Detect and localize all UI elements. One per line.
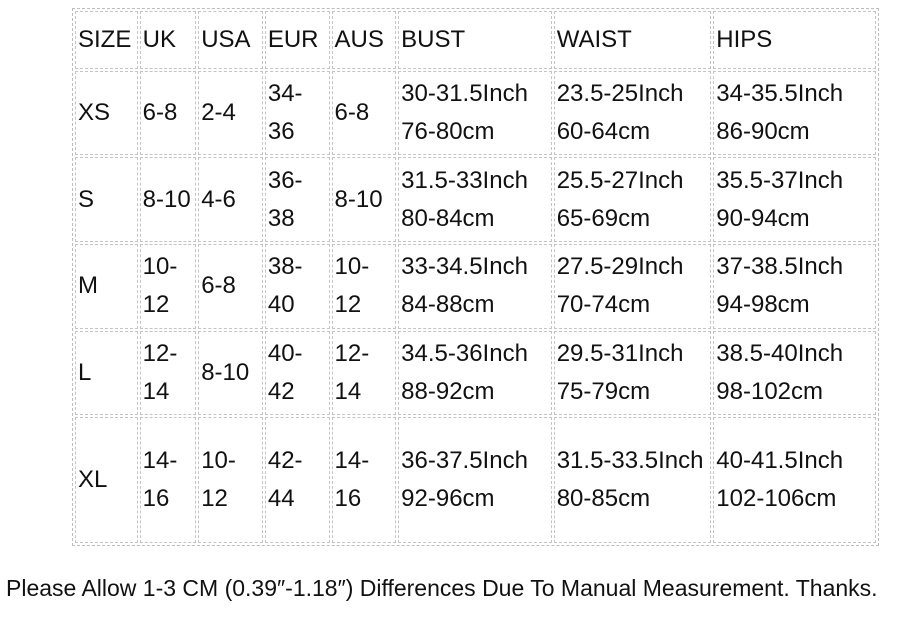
table-row	[75, 331, 876, 416]
cell-uk: 12-14	[140, 331, 197, 416]
header-eur: EUR	[265, 11, 330, 69]
bust-inch: 31.5-33Inch	[401, 166, 528, 194]
waist-inch: 25.5-27Inch	[556, 166, 684, 194]
cell-bust	[398, 157, 552, 242]
header-uk: UK	[140, 11, 197, 69]
cell-eur: 34-36	[265, 71, 330, 156]
bust-inch: 34.5-36Inch	[401, 339, 528, 367]
cell-aus: 12-14	[332, 331, 397, 416]
bust-cm: 76-80cm	[401, 118, 495, 146]
cell-usa: 2-4	[198, 71, 263, 156]
waist-cm: 70-74cm	[556, 291, 651, 319]
bust-inch: 33-34.5Inch	[401, 253, 528, 281]
waist-cm: 60-64cm	[556, 118, 651, 146]
cell-uk: 6-8	[140, 71, 197, 156]
cell-aus: 10-12	[332, 244, 397, 329]
cell-uk: 8-10	[140, 157, 197, 242]
measurement-note: Please Allow 1-3 CM (0.39″-1.18″) Differences Due To Manual Measurement. Thanks.	[6, 575, 878, 601]
cell-usa: 6-8	[198, 244, 263, 329]
cell-hips	[713, 331, 876, 416]
cell-waist	[554, 331, 712, 416]
cell-uk: 14-16	[140, 417, 197, 543]
cell-hips	[713, 417, 876, 543]
hips-inch: 38.5-40Inch	[716, 339, 844, 367]
hips-inch: 37-38.5Inch	[716, 253, 844, 281]
waist-inch: 27.5-29Inch	[556, 253, 684, 281]
cell-size: XL	[75, 417, 138, 543]
bust-cm: 80-84cm	[401, 204, 495, 232]
waist-cm: 65-69cm	[556, 204, 651, 232]
cell-eur: 38-40	[265, 244, 330, 329]
waist-inch: 29.5-31Inch	[556, 339, 684, 367]
bust-inch: 36-37.5Inch	[401, 447, 528, 475]
cell-waist	[554, 417, 712, 543]
cell-size: M	[75, 244, 138, 329]
bust-cm: 92-96cm	[401, 485, 495, 513]
cell-usa: 10-12	[198, 417, 263, 543]
cell-aus: 14-16	[332, 417, 397, 543]
waist-cm: 80-85cm	[556, 485, 651, 513]
cell-waist	[554, 157, 712, 242]
hips-cm: 86-90cm	[716, 118, 810, 146]
cell-eur: 36-38	[265, 157, 330, 242]
cell-bust	[398, 244, 552, 329]
header-bust: BUST	[398, 11, 552, 69]
cell-hips	[713, 71, 876, 156]
hips-cm: 102-106cm	[716, 485, 837, 513]
table-row	[75, 417, 876, 543]
cell-size: XS	[75, 71, 138, 156]
hips-inch: 35.5-37Inch	[716, 166, 844, 194]
hips-inch: 40-41.5Inch	[716, 447, 844, 475]
cell-aus: 6-8	[332, 71, 397, 156]
header-waist: WAIST	[554, 11, 712, 69]
cell-hips	[713, 244, 876, 329]
cell-aus: 8-10	[332, 157, 397, 242]
bust-cm: 88-92cm	[401, 377, 495, 405]
size-chart-table	[72, 8, 879, 546]
cell-bust	[398, 331, 552, 416]
cell-size: S	[75, 157, 138, 242]
header-hips: HIPS	[713, 11, 876, 69]
cell-usa: 8-10	[198, 331, 263, 416]
cell-uk: 10-12	[140, 244, 197, 329]
table-row	[75, 157, 876, 242]
hips-cm: 94-98cm	[716, 291, 810, 319]
cell-eur: 40-42	[265, 331, 330, 416]
waist-cm: 75-79cm	[556, 377, 651, 405]
table-header-row	[75, 11, 876, 69]
header-size: SIZE	[75, 11, 138, 69]
bust-inch: 30-31.5Inch	[401, 80, 528, 108]
cell-eur: 42-44	[265, 417, 330, 543]
table-row	[75, 71, 876, 156]
cell-waist	[554, 244, 712, 329]
cell-usa: 4-6	[198, 157, 263, 242]
hips-cm: 98-102cm	[716, 377, 824, 405]
bust-cm: 84-88cm	[401, 291, 495, 319]
cell-bust	[398, 417, 552, 543]
hips-inch: 34-35.5Inch	[716, 80, 844, 108]
waist-inch: 23.5-25Inch	[556, 80, 684, 108]
cell-hips	[713, 157, 876, 242]
header-aus: AUS	[332, 11, 397, 69]
cell-waist	[554, 71, 712, 156]
waist-inch: 31.5-33.5Inch	[556, 447, 704, 475]
hips-cm: 90-94cm	[716, 204, 810, 232]
table-row	[75, 244, 876, 329]
cell-bust	[398, 71, 552, 156]
header-usa: USA	[198, 11, 263, 69]
cell-size: L	[75, 331, 138, 416]
